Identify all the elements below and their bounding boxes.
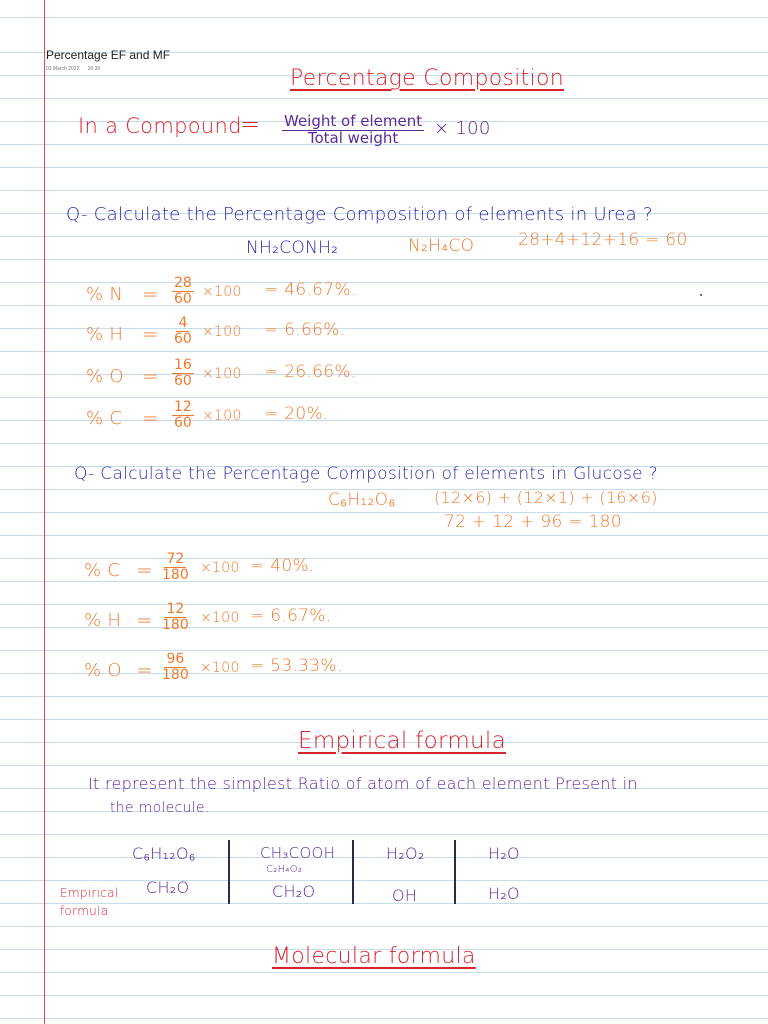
urea-row-denominator: 60: [174, 290, 192, 307]
empirical-definition-line-1: It represent the simplest Ratio of atom of each element Present in: [88, 774, 638, 793]
glucose-row-numerator: 96: [166, 651, 185, 667]
molecular-example-2: CH₃COOH: [260, 844, 336, 862]
glucose-row-label: % O: [84, 660, 122, 681]
urea-row-equals: =: [142, 282, 160, 306]
urea-row-fraction: [172, 276, 194, 306]
glucose-row-fraction: [160, 652, 191, 682]
page-date: 03 March 2022: [46, 66, 80, 72]
stray-dot: [700, 294, 702, 296]
glucose-row-multiplier: ×100: [200, 560, 240, 576]
formula-numerator: Weight of element: [284, 112, 423, 130]
percentage-composition-heading: Percentage Composition: [290, 66, 564, 91]
urea-row-result: = 6.66%.: [264, 320, 346, 340]
empirical-definition-line-2: the molecule.: [110, 800, 210, 816]
formula-equals: =: [240, 110, 261, 138]
urea-row-label: % H: [86, 324, 124, 345]
urea-row-fraction: [172, 400, 194, 430]
molecular-formula-heading: Molecular formula: [272, 944, 476, 969]
formula-denominator: Total weight: [307, 128, 399, 147]
formula-multiplier: × 100: [434, 118, 491, 139]
molecular-example-2-alt: C₂H₄O₂: [266, 864, 303, 875]
molecular-example-1: C₆H₁₂O₆: [132, 844, 196, 863]
empirical-value-2: CH₂O: [272, 882, 316, 901]
formula-lhs: In a Compound: [78, 114, 242, 138]
glucose-row-label: % H: [84, 610, 122, 631]
glucose-row-equals: =: [136, 608, 154, 632]
urea-row-numerator: 16: [174, 357, 192, 373]
urea-row-multiplier: ×100: [202, 366, 242, 382]
empirical-value-4: H₂O: [488, 884, 520, 903]
urea-row-equals: =: [142, 322, 160, 346]
glucose-question: Q- Calculate the Percentage Composition of elements in Glucose ?: [74, 464, 658, 484]
glucose-row-multiplier: ×100: [200, 660, 240, 676]
glucose-row-denominator: 180: [162, 616, 189, 633]
urea-mass-sum: 28+4+12+16 = 60: [518, 230, 688, 250]
urea-row-denominator: 60: [174, 330, 192, 347]
table-divider-2: [352, 840, 354, 904]
urea-row-result: = 46.67%.: [264, 280, 357, 300]
table-divider-1: [228, 840, 230, 904]
glucose-row-denominator: 180: [162, 566, 189, 583]
glucose-row-equals: =: [136, 558, 154, 582]
glucose-row-numerator: 12: [166, 601, 185, 617]
molecular-example-3: H₂O₂: [386, 844, 425, 863]
urea-row-result: = 26.66%.: [264, 362, 357, 382]
urea-row-label: % N: [86, 284, 124, 305]
formula-fraction: [282, 114, 424, 147]
glucose-row-fraction: [160, 552, 191, 582]
glucose-row-result: = 40%.: [250, 556, 315, 576]
urea-row-numerator: 12: [174, 399, 192, 415]
page-title: Percentage EF and MF: [46, 48, 171, 62]
margin-line: [44, 0, 45, 1024]
urea-row-multiplier: ×100: [202, 324, 242, 340]
glucose-row-numerator: 72: [166, 551, 185, 567]
urea-row-multiplier: ×100: [202, 408, 242, 424]
glucose-row-fraction: [160, 602, 191, 632]
glucose-mass-expression: (12×6) + (12×1) + (16×6): [434, 488, 658, 507]
glucose-row-label: % C: [84, 560, 121, 581]
glucose-mass-sum: 72 + 12 + 96 = 180: [444, 512, 622, 532]
urea-row-label: % O: [86, 366, 124, 387]
page-timestamp: [46, 66, 100, 72]
urea-row-equals: =: [142, 364, 160, 388]
urea-formula-2: N₂H₄CO: [408, 236, 475, 256]
page-time: 20:39: [87, 66, 101, 72]
urea-row-fraction: [172, 358, 194, 388]
urea-row-result: = 20%.: [264, 404, 329, 424]
table-divider-3: [454, 840, 456, 904]
urea-row-numerator: 28: [174, 275, 192, 291]
empirical-row-label: Empirical formula: [60, 886, 119, 918]
urea-row-label: % C: [86, 408, 123, 429]
urea-row-denominator: 60: [174, 372, 192, 389]
glucose-row-result: = 6.67%.: [250, 606, 332, 626]
urea-row-equals: =: [142, 406, 160, 430]
empirical-value-3: OH: [392, 886, 418, 905]
empirical-formula-heading: Empirical formula: [298, 728, 507, 754]
glucose-row-equals: =: [136, 658, 154, 682]
glucose-row-multiplier: ×100: [200, 610, 240, 626]
urea-row-denominator: 60: [174, 414, 192, 431]
glucose-formula: C₆H₁₂O₆: [328, 490, 396, 510]
urea-question: Q- Calculate the Percentage Composition of elements in Urea ?: [66, 204, 653, 225]
empirical-value-1: CH₂O: [146, 878, 190, 897]
glucose-row-denominator: 180: [162, 666, 189, 683]
urea-row-numerator: 4: [178, 315, 188, 331]
urea-row-multiplier: ×100: [202, 284, 242, 300]
urea-row-fraction: [172, 316, 194, 346]
urea-formula: NH₂CONH₂: [246, 238, 339, 258]
molecular-example-4: H₂O: [488, 844, 520, 863]
glucose-row-result: = 53.33%.: [250, 656, 343, 676]
